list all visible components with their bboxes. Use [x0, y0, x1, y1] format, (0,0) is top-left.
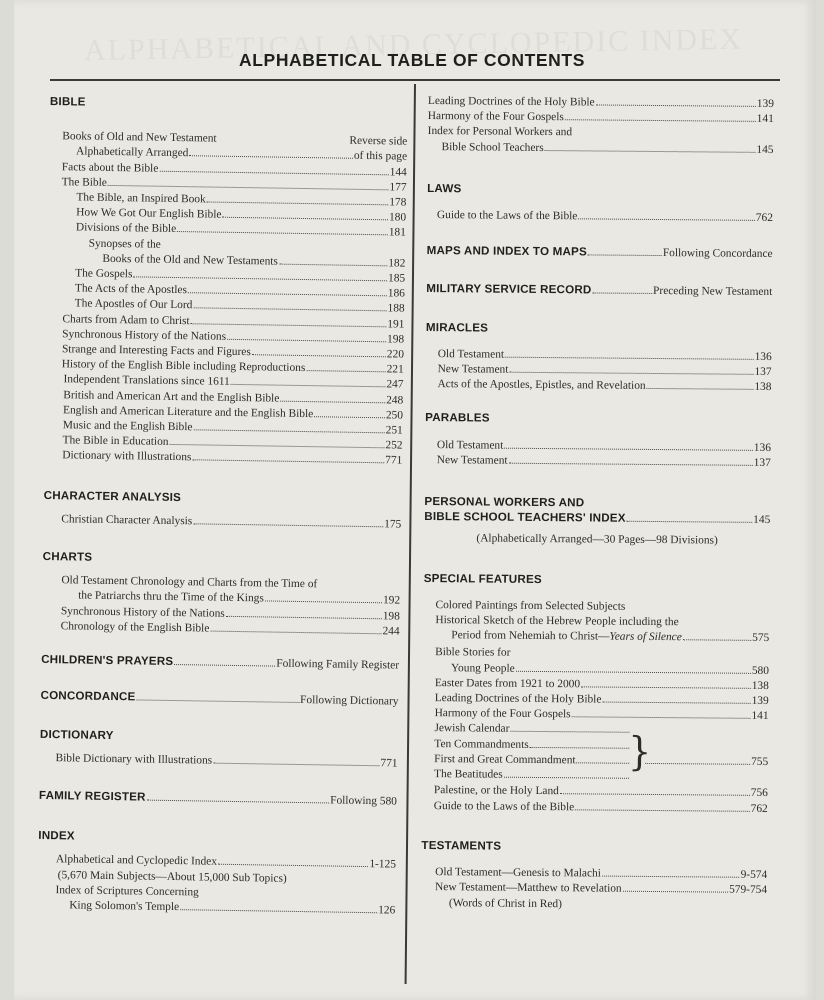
brace-item [422, 752, 630, 769]
entry-page: 575 [752, 632, 770, 645]
entry-label: Christian Character Analysis [61, 513, 193, 528]
special-entry [422, 799, 768, 817]
entry-page: 182 [388, 257, 406, 270]
entry-label: Alphabetically Arranged [76, 145, 189, 160]
entry-label: History of the English Bible including Reproductions [61, 358, 306, 375]
personal-workers-entry-cont [427, 140, 773, 158]
entry-page: 177 [389, 181, 407, 194]
entry-label: Guide to the Laws of the Bible [436, 209, 578, 223]
entry-label: Harmony of the Four Gospels [427, 110, 564, 124]
brace-icon: } [628, 730, 652, 776]
entry-label: Divisions of the Bible [75, 221, 177, 236]
section-heading-special: SPECIAL FEATURES [423, 571, 542, 586]
personal-workers-note: (Alphabetically Arranged—30 Pages—98 Divisions) [476, 532, 718, 547]
entry-page: 198 [382, 609, 400, 623]
entry-page: 180 [388, 211, 407, 224]
index-alpha-note: (5,670 Main Subjects—About 15,000 Sub Topics) [57, 868, 287, 885]
miracles-entry [425, 377, 771, 395]
entry-page: 220 [386, 348, 405, 361]
entry-page: 248 [386, 393, 404, 407]
entry-page: 126 [378, 904, 396, 917]
entry-page: 178 [389, 196, 407, 209]
entry-label: Music and the English Bible [62, 419, 193, 434]
entry-page: 251 [385, 424, 403, 437]
entry-page: 192 [382, 594, 401, 608]
entry-label: Dictionary with Illustrations [62, 449, 192, 464]
personal-workers-entry: Index for Personal Workers and [427, 125, 573, 139]
section-heading-testaments: TESTAMENTS [421, 838, 502, 853]
entry-page: 141 [751, 710, 769, 723]
section-heading-childrens: CHILDREN'S PRAYERS [41, 653, 174, 669]
entry-label: Old Testament—Genesis to Malachi [435, 866, 601, 880]
brace-item [422, 721, 630, 738]
special-hist-entry: Historical Sketch of the Hebrew People including the [435, 614, 679, 629]
entry-label: British and American Art and the English Bible [63, 388, 280, 405]
brace-page-entry [644, 754, 768, 770]
section-heading-military: MILITARY SERVICE RECORD [426, 282, 592, 297]
special-colored-entry: Colored Paintings from Selected Subjects [435, 598, 626, 613]
entry-label: Synchronous History of the Nations [62, 328, 227, 343]
entry-label: Books of the Old and New Testaments [102, 252, 279, 268]
index-scriptures-entry: Index of Scriptures Concerning [55, 883, 199, 899]
entry-page: 755 [751, 756, 769, 769]
section-heading-charts: CHARTS [42, 550, 93, 564]
laws-entry [427, 208, 773, 226]
entry-page: 138 [754, 381, 772, 394]
entry-page: 771 [380, 756, 398, 770]
entry-label: Chronology of the English Bible [60, 620, 210, 635]
entry-label: Bible School Teachers [441, 140, 544, 154]
entry-page: Preceding New Testament [653, 285, 773, 299]
page-title: ALPHABETICAL TABLE OF CONTENTS [239, 50, 585, 70]
section-heading-character: CHARACTER ANALYSIS [43, 488, 182, 504]
entry-label: Palestine, or the Holy Land [433, 784, 559, 798]
section-heading-family: FAMILY REGISTER [38, 788, 146, 804]
entry-label: Alphabetical and Cyclopedic Index [55, 853, 218, 869]
section-heading-personal-workers-2: BIBLE SCHOOL TEACHERS' INDEX [424, 510, 626, 525]
entry-page: 9-574 [740, 868, 768, 882]
entry-label: Facts about the Bible [61, 160, 159, 175]
section-heading-index: INDEX [38, 829, 75, 843]
entry-page: 145 [756, 143, 774, 156]
entry-page: Following Dictionary [300, 694, 399, 708]
entry-label: Easter Dates from 1921 to 2000 [434, 676, 581, 691]
section-heading-parables: PARABLES [425, 411, 490, 425]
entry-page: 771 [385, 454, 403, 468]
entry-page: 762 [750, 802, 768, 815]
charts-ot-entry: Old Testament Chronology and Charts from the Time of [61, 574, 318, 591]
entry-label: New Testament [436, 453, 508, 467]
entry-page: 580 [751, 664, 770, 677]
entry-label: Books of Old and New Testament [62, 130, 217, 145]
entry-label: Charts from Adam to Christ [62, 312, 190, 327]
section-heading-maps: MAPS AND INDEX TO MAPS [426, 244, 587, 259]
special-stories-entry: Bible Stories for [435, 646, 511, 660]
entry-label: First and Great Commandment [434, 752, 576, 767]
synopses-entry: Synopses of the [88, 237, 161, 251]
entry-page: 186 [387, 287, 405, 300]
entry-label: Bible Dictionary with Illustrations [55, 751, 213, 767]
family-register-entry [39, 788, 397, 810]
entry-label: The Bible in Education [62, 434, 169, 449]
entry-page: 1-125 [369, 858, 397, 871]
entry-label: The Bible [61, 176, 107, 189]
entry-label: Leading Doctrines of the Holy Bible [434, 692, 602, 706]
entry-label: Harmony of the Four Gospels [434, 707, 571, 721]
entry-page: of this page [353, 150, 408, 164]
entry-page: 762 [755, 211, 773, 225]
brace-item [422, 767, 630, 784]
hist-italic: Years of Silence [609, 630, 682, 644]
entry-page: 247 [386, 378, 404, 392]
entry-label: The Bible, an Inspired Book [76, 191, 206, 206]
entry-page: Reverse side [349, 134, 408, 148]
entry-page: 138 [751, 679, 769, 692]
entry-page: 136 [754, 350, 772, 363]
entry-label: New Testament—Matthew to Revelation [435, 881, 622, 896]
entry-label: King Solomon's Temple [69, 899, 180, 914]
section-heading-dictionary: DICTIONARY [39, 727, 114, 742]
entry-page: Following 580 [330, 794, 398, 808]
entry-page: 185 [387, 272, 406, 285]
childrens-prayers-entry [41, 652, 399, 674]
entry-label: The Acts of the Apostles [74, 282, 188, 297]
entry-page: 579-754 [729, 883, 768, 897]
entry-label: Jewish Calendar [434, 722, 510, 736]
section-heading-bible: BIBLE [49, 94, 86, 109]
entry-page: 198 [387, 333, 405, 346]
entry-page: 181 [388, 226, 406, 240]
entry-label: Ten Commandments [434, 737, 529, 751]
entry-page: 175 [384, 518, 402, 531]
section-heading-miracles: MIRACLES [425, 320, 489, 335]
section-heading-concordance: CONCORDANCE [40, 689, 136, 704]
entry-label: How We Got Our English Bible [76, 206, 222, 221]
entry-page: Following Concordance [662, 247, 773, 261]
entry-page: 188 [387, 302, 405, 316]
entry-label [451, 628, 682, 645]
entry-label: Independent Translations since 1611 [63, 373, 230, 389]
entry-page: 252 [385, 439, 403, 452]
entry-page: 139 [756, 97, 774, 111]
entry-label: Leading Doctrines of the Holy Bible [427, 94, 595, 109]
entry-page: 141 [756, 113, 774, 126]
right-column [421, 94, 774, 914]
entry-page: 250 [385, 409, 404, 422]
personal-workers-index-entry [424, 509, 770, 528]
entry-page: 136 [753, 441, 771, 454]
entry-label: Strange and Interesting Facts and Figures [61, 343, 251, 359]
entry-page: 244 [382, 625, 400, 638]
section-heading-personal-workers: PERSONAL WORKERS AND [424, 495, 585, 510]
entry-page: 144 [389, 165, 407, 179]
entry-label: New Testament [437, 363, 509, 376]
entry-page: 191 [387, 317, 405, 331]
entry-label: Old Testament [437, 347, 505, 361]
title-rule [50, 79, 780, 81]
parables-entry [425, 453, 771, 471]
maps-entry [427, 243, 773, 262]
entry-page: 756 [750, 787, 768, 800]
testaments-nt-note: (Words of Christ in Red) [448, 896, 562, 910]
dictionary-entry [39, 751, 397, 772]
entry-label: English and American Literature and the English Bible [62, 404, 314, 421]
section-heading-laws: LAWS [427, 181, 462, 196]
brace-item [422, 737, 630, 754]
military-entry [426, 281, 772, 300]
left-column [37, 94, 408, 919]
entry-label: the Patriarchs thru the Time of the Kings [78, 589, 264, 605]
entry-label: The Beatitudes [434, 768, 503, 781]
special-hist-entry-cont [423, 628, 769, 646]
entry-page: 145 [753, 514, 771, 527]
concordance-entry [40, 688, 398, 710]
entry-page: 137 [754, 365, 772, 379]
entry-label: Acts of the Apostles, Epistles, and Revelation [437, 378, 646, 393]
entry-label: Synchronous History of the Nations [60, 604, 225, 620]
entry-page: 221 [386, 363, 404, 376]
entry-label: The Gospels [75, 267, 133, 281]
entry-page: Following Family Register [276, 657, 400, 672]
character-entry [43, 512, 401, 533]
hist-label: Period from Nehemiah to Christ— [451, 629, 610, 643]
brace-group [422, 721, 769, 786]
entry-page: 139 [751, 694, 769, 708]
entry-label: Old Testament [436, 438, 504, 452]
entry-page: 137 [753, 456, 771, 469]
entry-label: Young People [450, 661, 515, 675]
entry-label: Guide to the Laws of the Bible [433, 799, 575, 813]
entry-label: The Apostles of Our Lord [74, 297, 193, 312]
